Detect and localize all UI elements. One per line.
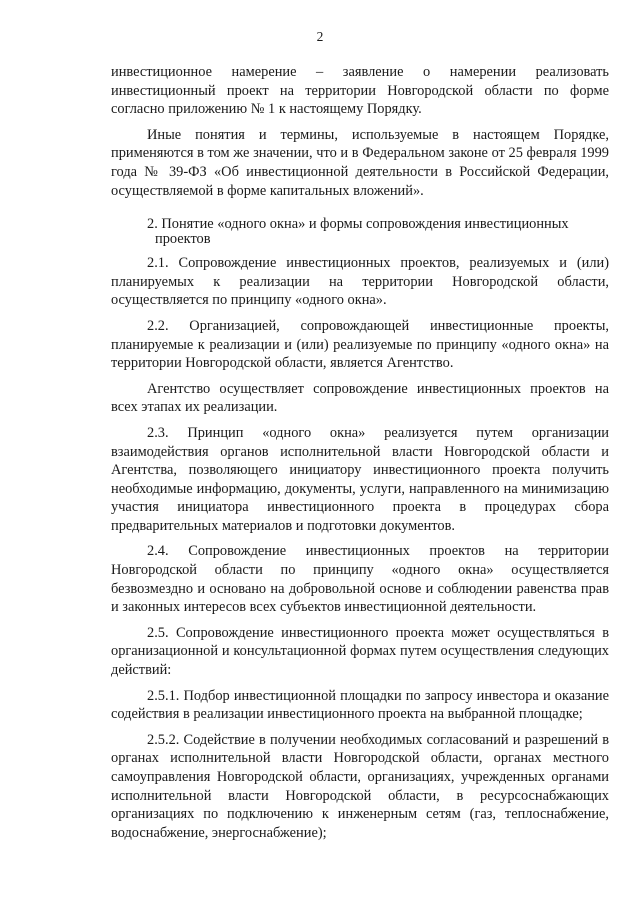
paragraph-2-5: 2.5. Сопровождение инвестиционного проекта может осуществляться в организационной и консультационной формах путем осуществления следующих действий: bbox=[111, 624, 609, 679]
page-number: 2 bbox=[316, 29, 324, 44]
paragraph-2-1: 2.1. Сопровождение инвестиционных проектов, реализуемых и (или) планируемых к реализации на территории Новгородской области, осуществляется по принципу «одного окна». bbox=[111, 255, 609, 309]
paragraph-2-5-1: 2.5.1. Подбор инвестиционной площадки по запросу инвестора и оказание содействия в реализации инвестиционного проекта на выбранной площадке; bbox=[111, 687, 609, 723]
paragraph-2-5-2: 2.5.2. Содействие в получении необходимых согласований и разрешений в органах исполнительной власти Новгородской области, органах местного самоуправления Новгородской области, организациях, учрежденных органами исполнительной власти Новгородской области, в ресурсоснабжающих организациях по подключению к инженерным сетям (газ, теплоснабжение, водоснабжение, энергоснабжение); bbox=[111, 731, 609, 841]
paragraph-2-3: 2.3. Принцип «одного окна» реализуется путем организации взаимодействия органов исполнительной власти Новгородской области и Агентства, позволяющего инициатору инвестиционного проекта получить необходимые информацию, документы, услуги, направленного на минимизацию участия инициатора инвестиционного проекта в процедурах сбора предварительных материалов и подготовки документов. bbox=[111, 424, 609, 534]
section-heading bbox=[111, 217, 609, 247]
paragraph-2-4: 2.4. Сопровождение инвестиционных проектов на территории Новгородской области по принципу «одного окна» осуществляется безвозмездно и основано на добровольной основе и соблюдении равенства прав и законных интересов всех субъектов инвестиционной деятельности. bbox=[111, 543, 609, 616]
paragraph-agency: Агентство осуществляет сопровождение инвестиционных проектов на всех этапах их реализации. bbox=[111, 380, 609, 416]
paragraph-terms: Иные понятия и термины, используемые в настоящем Порядке, применяются в том же значении, что и в Федеральном законе от 25 февраля 1999 года № 39-ФЗ «Об инвестиционной деятельности в Российской Федерации, осуществляемой в форме капитальных вложений». bbox=[111, 126, 609, 199]
section-heading-line-2: проектов bbox=[155, 231, 211, 248]
document-body bbox=[111, 63, 609, 842]
paragraph-investment-intention: инвестиционное намерение – заявление о намерении реализовать инвестиционный проект на территории Новгородской области по форме согласно приложению № 1 к настоящему Порядку. bbox=[111, 64, 609, 118]
section-heading-line-1: 2. Понятие «одного окна» и формы сопровождения инвестиционных bbox=[147, 216, 569, 233]
paragraph-2-2: 2.2. Организацией, сопровождающей инвестиционные проекты, планируемые к реализации и (или) реализуемые по принципу «одного окна» на территории Новгородской области, является Агентство. bbox=[111, 317, 609, 372]
